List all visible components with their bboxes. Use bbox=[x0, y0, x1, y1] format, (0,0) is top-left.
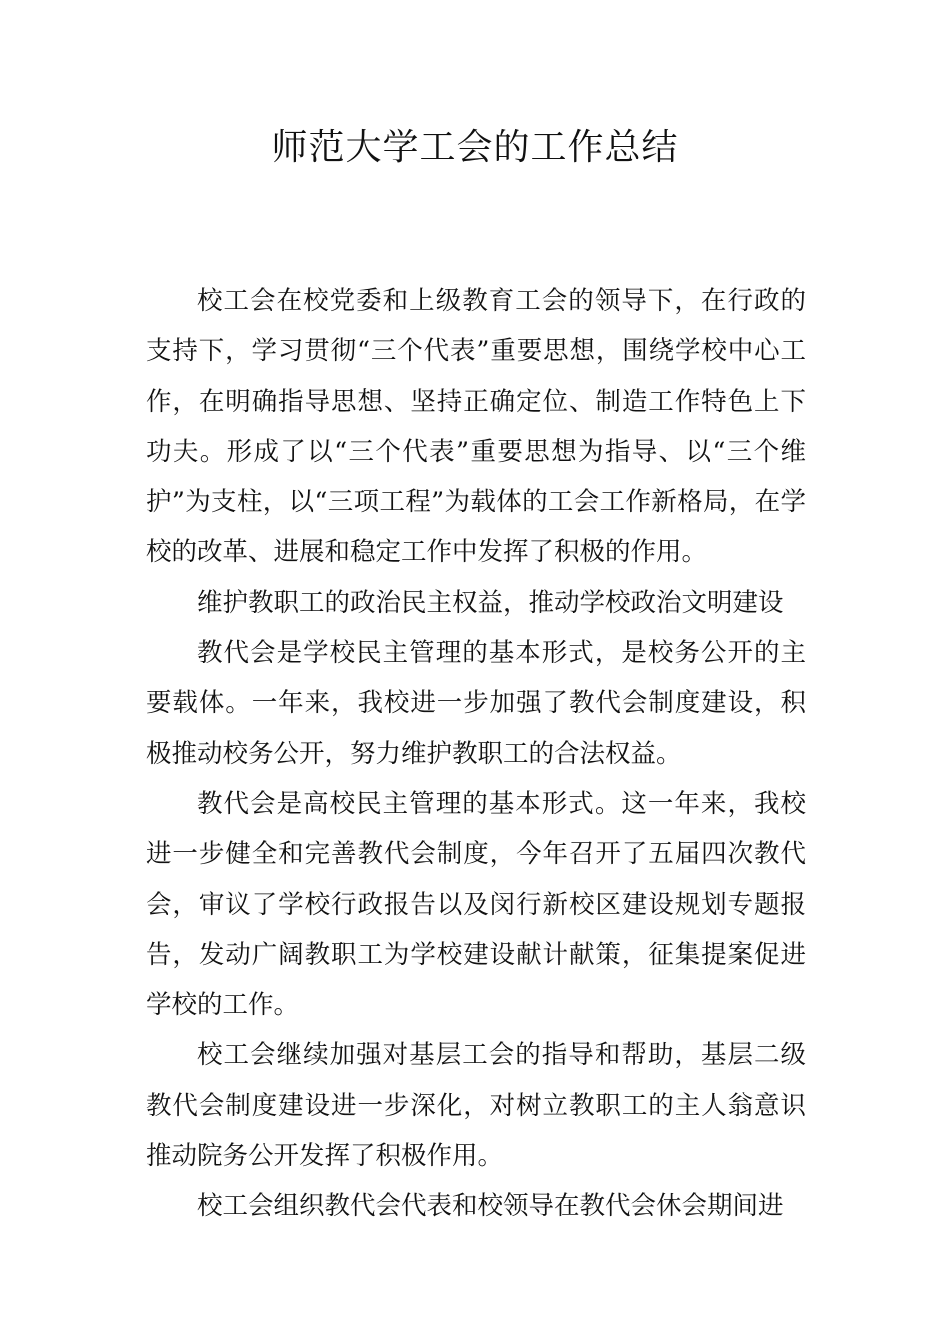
paragraph: 校工会继续加强对基层工会的指导和帮助，基层二级教代会制度建设进一步深化，对树立教职工的主人翁意识推动院务公开发挥了积极作用。 bbox=[146, 1040, 806, 1172]
document-title: 师范大学工会的工作总结 bbox=[271, 127, 679, 168]
paragraph: 校工会组织教代会代表和校领导在教代会休会期间进 bbox=[197, 1191, 784, 1222]
paragraph: 校工会在校党委和上级教育工会的领导下，在行政的支持下，学习贯彻“三个代表”重要思想，围绕学校中心工作，在明确指导思想、坚持正确定位、制造工作特色上下功夫。形成了以“三个代表”重要思想为指导、以“三个维护”为支柱，以“三项工程”为载体的工会工作新格局，在学校的改革、进展和稳定工作中发挥了积极的作用。 bbox=[146, 286, 806, 568]
paragraph: 教代会是学校民主管理的基本形式，是校务公开的主要载体。一年来，我校进一步加强了教代会制度建设，积极推动校务公开，努力维护教职工的合法权益。 bbox=[146, 638, 806, 769]
section-heading: 维护教职工的政治民主权益，推动学校政治文明建设 bbox=[197, 587, 784, 618]
paragraph: 教代会是高校民主管理的基本形式。这一年来，我校进一步健全和完善教代会制度，今年召开了五届四次教代会，审议了学校行政报告以及闵行新校区建设规划专题报告，发动广阔教职工为学校建设献计献策，征集提案促进学校的工作。 bbox=[146, 788, 806, 1021]
document-body bbox=[146, 276, 806, 1232]
